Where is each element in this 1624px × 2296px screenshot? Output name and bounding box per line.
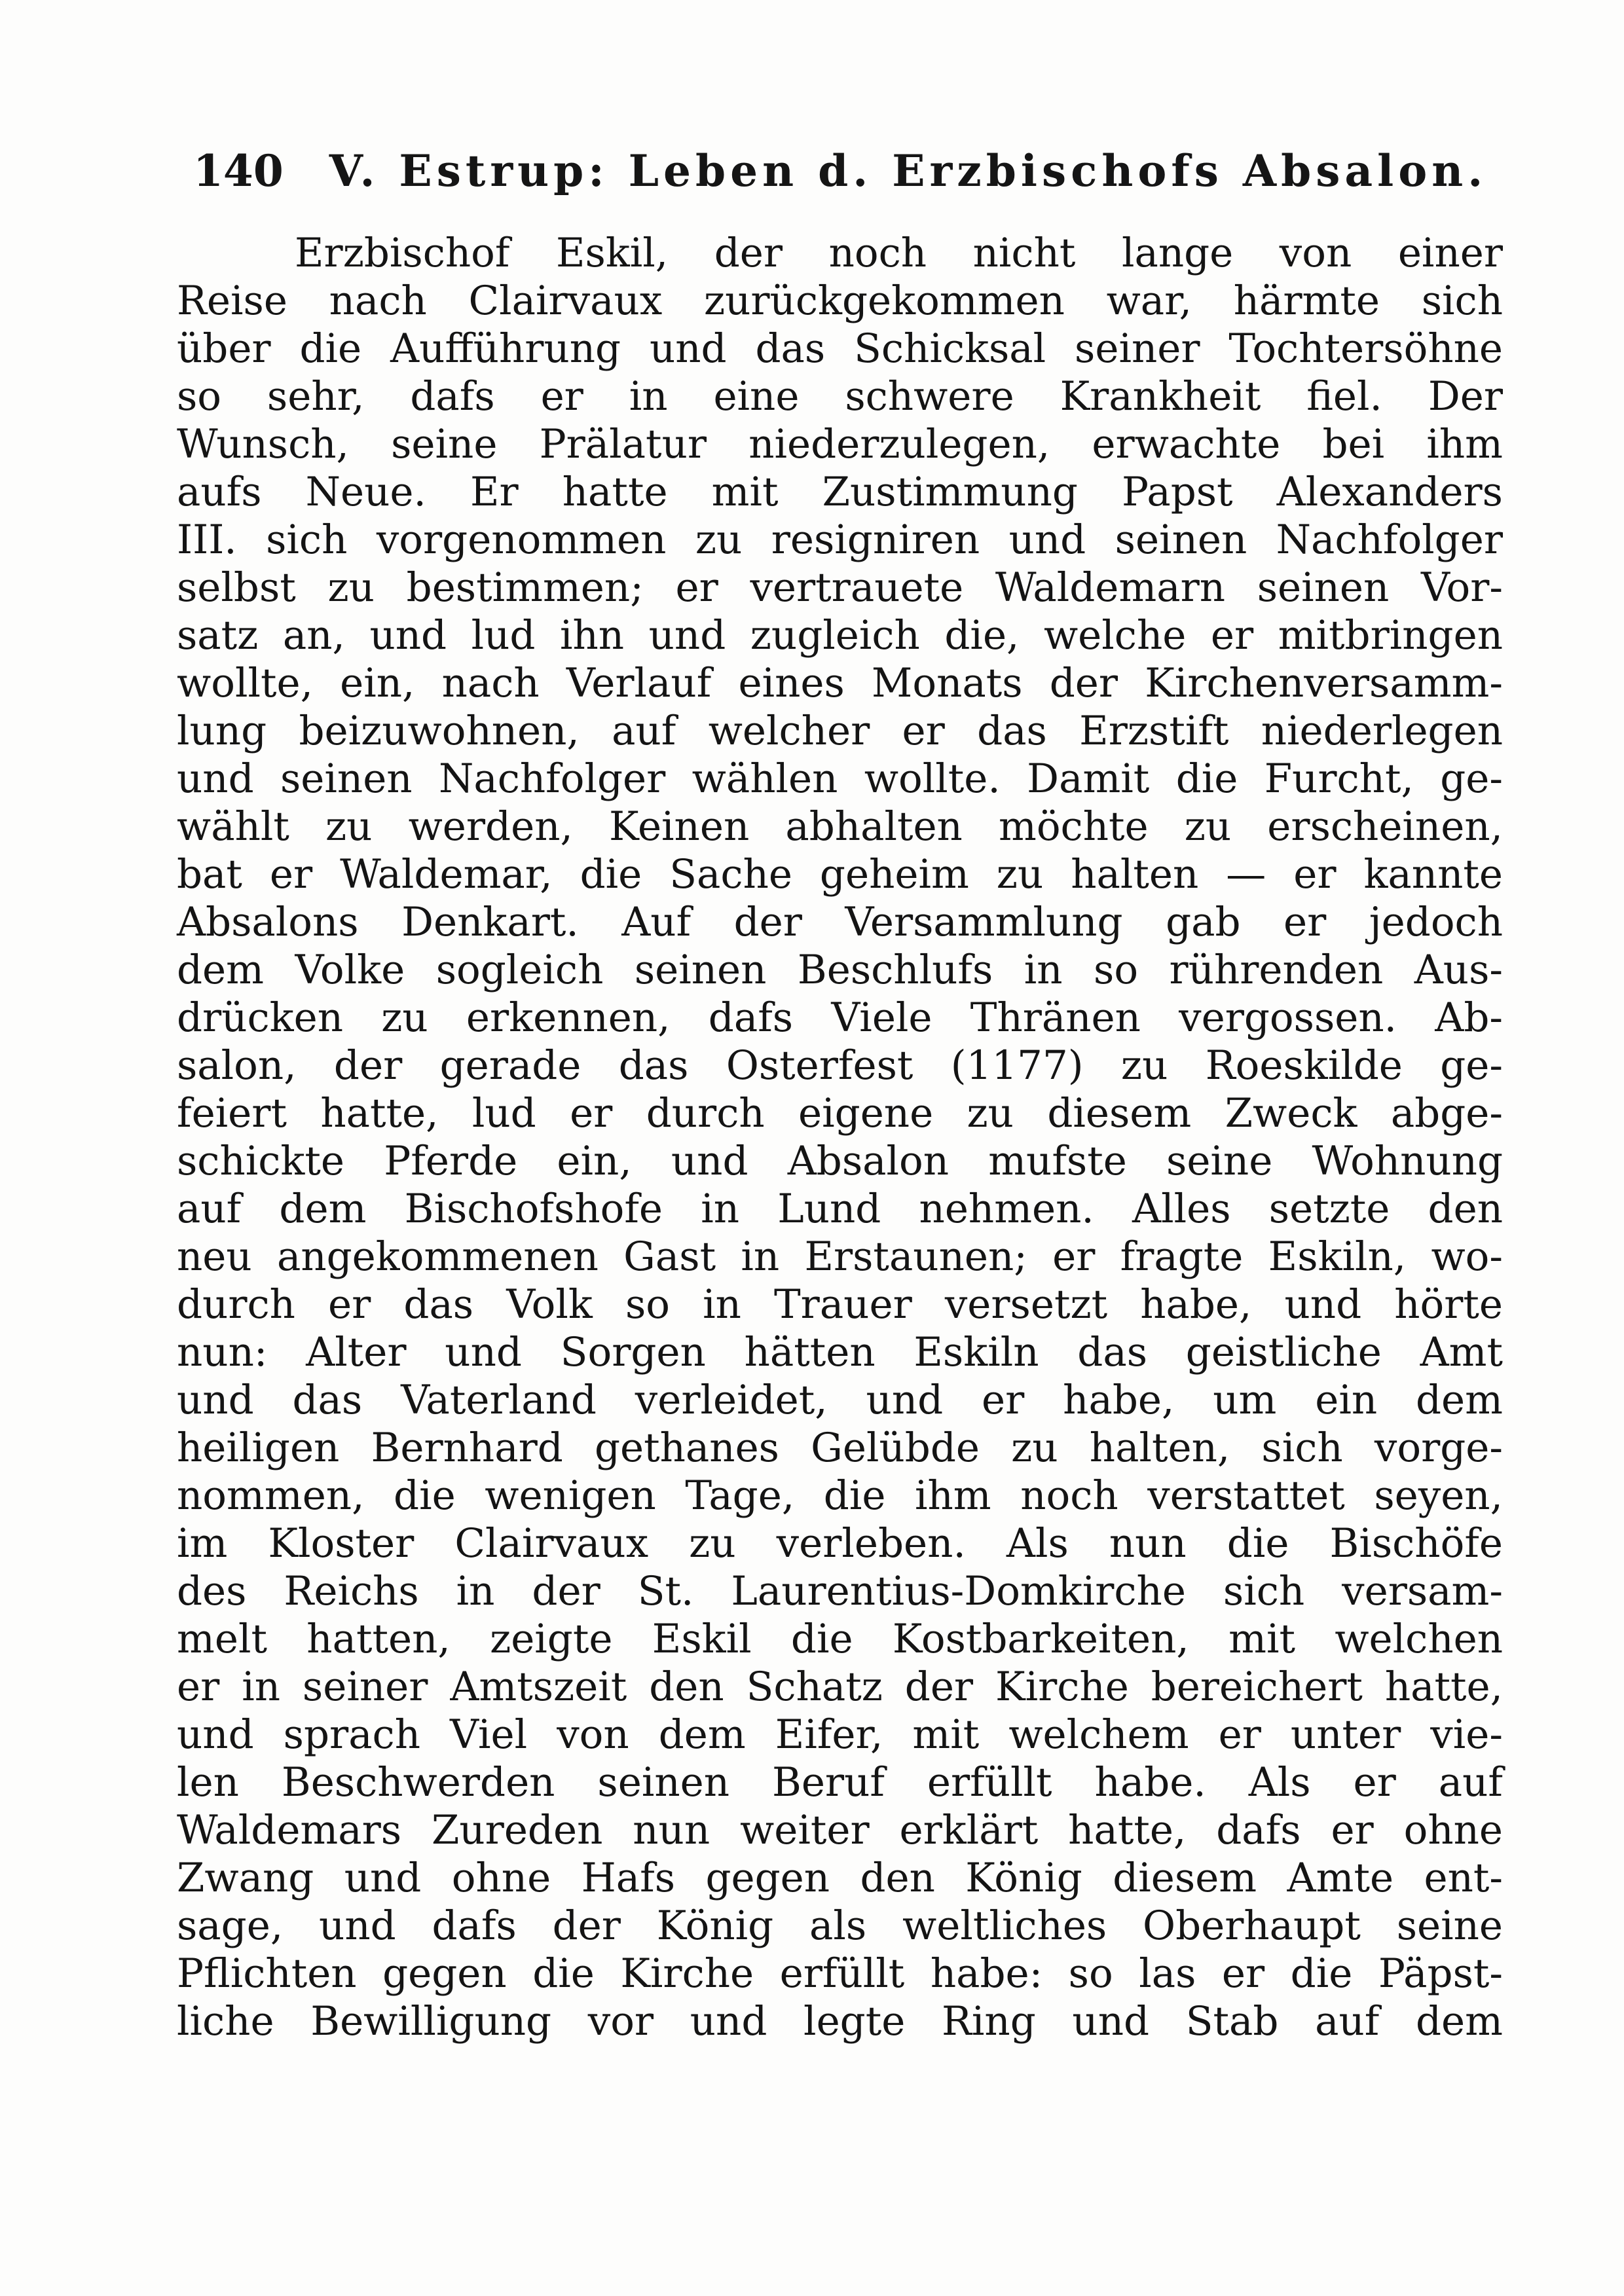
running-title: V. Estrup: Leben d. Erzbischofs Absalon. (329, 145, 1488, 196)
text-line: schickte Pferde ein, und Absalon mufste seine Wohnung (177, 1138, 1503, 1184)
text-line: lung beizuwohnen, auf welcher er das Erzstift niederlegen (177, 708, 1503, 754)
text-line: Wunsch, seine Prälatur niederzulegen, erwachte bei ihm (177, 421, 1503, 467)
text-line: nommen, die wenigen Tage, die ihm noch verstattet seyen, (177, 1472, 1503, 1519)
text-line: Zwang und ohne Hafs gegen den König diesem Amte ent- (177, 1855, 1503, 1901)
text-line: heiligen Bernhard gethanes Gelübde zu halten, sich vorge- (177, 1425, 1503, 1471)
text-line: so sehr, dafs er in eine schwere Krankheit fiel. Der (177, 373, 1503, 420)
text-line: wollte, ein, nach Verlauf eines Monats der Kirchenversamm- (177, 660, 1503, 706)
text-line: über die Aufführung und das Schicksal seiner Tochtersöhne (177, 325, 1503, 372)
text-line: er in seiner Amtszeit den Schatz der Kirche bereichert hatte, (177, 1664, 1503, 1710)
text-line: dem Volke sogleich seinen Beschlufs in so rührenden Aus- (177, 947, 1503, 993)
text-line: len Beschwerden seinen Beruf erfüllt habe. Als er auf (177, 1759, 1503, 1806)
body-text (177, 229, 1503, 2045)
text-line: feiert hatte, lud er durch eigene zu diesem Zweck abge- (177, 1090, 1503, 1137)
text-line: durch er das Volk so in Trauer versetzt habe, und hörte (177, 1281, 1503, 1328)
text-line: im Kloster Clairvaux zu verleben. Als nun die Bischöfe (177, 1520, 1503, 1567)
text-line: satz an, und lud ihn und zugleich die, welche er mitbringen (177, 612, 1503, 659)
text-line: selbst zu bestimmen; er vertrauete Waldemarn seinen Vor- (177, 564, 1503, 611)
text-line: Erzbischof Eskil, der noch nicht lange von einer (295, 230, 1503, 276)
text-line: melt hatten, zeigte Eskil die Kostbarkeiten, mit welchen (177, 1616, 1503, 1662)
text-line: Reise nach Clairvaux zurückgekommen war, härmte sich (177, 278, 1503, 324)
text-line: und seinen Nachfolger wählen wollte. Damit die Furcht, ge- (177, 756, 1503, 802)
text-line: Absalons Denkart. Auf der Versammlung gab er jedoch (177, 899, 1503, 945)
text-line: salon, der gerade das Osterfest (1177) zu Roeskilde ge- (177, 1042, 1503, 1089)
text-line: des Reichs in der St. Laurentius-Domkirche sich versam- (177, 1568, 1503, 1614)
text-line: bat er Waldemar, die Sache geheim zu halten — er kannte (177, 851, 1503, 898)
text-line: und das Vaterland verleidet, und er habe, um ein dem (177, 1377, 1503, 1423)
text-line: Waldemars Zureden nun weiter erklärt hatte, dafs er ohne (177, 1807, 1503, 1853)
text-line: Pflichten gegen die Kirche erfüllt habe: so las er die Päpst- (177, 1950, 1503, 1997)
running-head (193, 145, 1488, 217)
text-line: nun: Alter und Sorgen hätten Eskiln das geistliche Amt (177, 1329, 1503, 1376)
text-line: liche Bewilligung vor und legte Ring und Stab auf dem (177, 1998, 1503, 2045)
text-line: III. sich vorgenommen zu resigniren und seinen Nachfolger (177, 517, 1503, 563)
text-line: und sprach Viel von dem Eifer, mit welchem er unter vie- (177, 1711, 1503, 1758)
text-line: neu angekommenen Gast in Erstaunen; er fragte Eskiln, wo- (177, 1233, 1503, 1280)
text-line: sage, und dafs der König als weltliches Oberhaupt seine (177, 1903, 1503, 1949)
text-line: aufs Neue. Er hatte mit Zustimmung Papst Alexanders (177, 469, 1503, 515)
text-line: drücken zu erkennen, dafs Viele Thränen vergossen. Ab- (177, 994, 1503, 1041)
text-line: wählt zu werden, Keinen abhalten möchte zu erscheinen, (177, 803, 1503, 850)
page-number: 140 (193, 145, 284, 196)
text-line: auf dem Bischofshofe in Lund nehmen. Alles setzte den (177, 1186, 1503, 1232)
